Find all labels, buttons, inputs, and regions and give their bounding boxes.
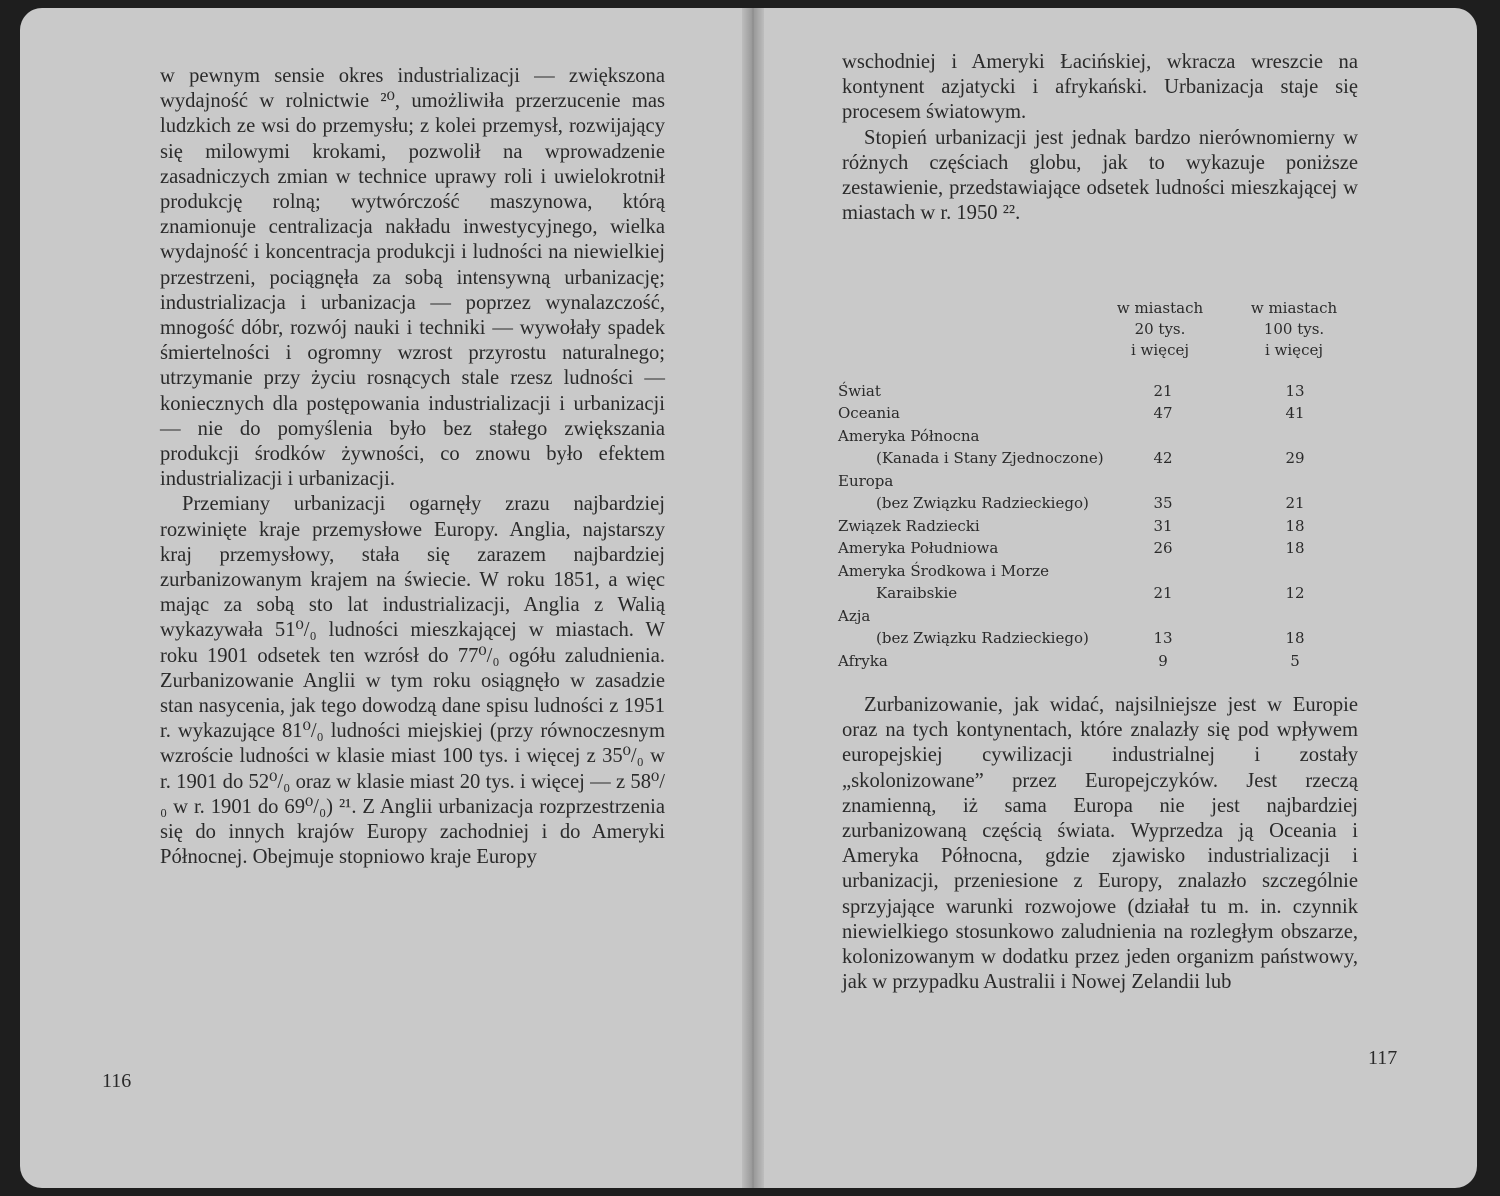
table-cell-value: 29 <box>1285 449 1305 467</box>
table-cell-value: 26 <box>1153 539 1173 557</box>
table-row <box>838 470 1358 492</box>
table-cell-value: 31 <box>1153 517 1173 535</box>
table-cell-value: 35 <box>1153 494 1173 512</box>
paragraph: wschodniej i Ameryki Łacińskiej, wkracza wreszcie na kontynent azjatycki i afrykański. Urbanizacja staje się procesem światowym. <box>842 51 1358 124</box>
table-cell-value: 18 <box>1285 629 1305 647</box>
table-row-label: Związek Radziecki <box>838 517 980 535</box>
table-row-label: Azja <box>838 607 871 625</box>
table-row <box>838 560 1358 582</box>
table-cell-value: 18 <box>1285 517 1305 535</box>
table-row <box>838 605 1358 627</box>
table-row <box>838 425 1358 447</box>
paragraph: w pewnym sensie okres industrializacji — zwiększona wydajność w rolnictwie ²⁰, umożliwiła przerzucenie mas ludzkich ze wsi do przemysłu; z kolei przemysł, rozwijający się milowymi krokami, pozwolił na wprowadzenie zasadniczych zmian w technice uprawy roli i uwielokrotnił produkcję rolną; wytwórczość maszynowa, którą znamionuje centralizacja nakładu inwestycyjnego, wielka wydajność i koncentracja produkcji i ludności na niewielkiej przestrzeni, pociągnęła za sobą intensywną urbanizację; industrializacja i urbanizacja — poprzez wynalazczość, mnogość dóbr, rozwój nauki i techniki — wywołały spadek śmiertelności i ogromny wzrost przyrostu naturalnego; utrzymanie przy życiu rosnących stale rzesz ludności — koniecznych dla postępowania industrializacji i urbanizacji — nie do pomyślenia było bez stałego zwiększania produkcji środków żywności, co znowu było efektem industrializacji i urbanizacji. <box>160 65 665 491</box>
table-row-label: Oceania <box>838 404 900 422</box>
table-row <box>838 402 1358 424</box>
table-row <box>838 582 1358 604</box>
table-row-label: Ameryka Środkowa i Morze <box>838 562 1050 580</box>
table-cell-value: 13 <box>1153 629 1173 647</box>
page-number: 117 <box>1368 1047 1398 1069</box>
table-row-label: (Kanada i Stany Zjednoczone) <box>876 449 1104 467</box>
left-page-text <box>160 64 665 871</box>
table-cell-value: 21 <box>1153 382 1173 400</box>
table-row <box>838 515 1358 537</box>
right-page-text-top <box>842 50 1358 226</box>
table-column-header: w miastach 100 tys. i więcej <box>1250 299 1338 359</box>
right-page <box>764 8 1477 1188</box>
table-row-label: Europa <box>838 472 894 490</box>
table-cell-value: 21 <box>1153 584 1173 602</box>
table-cell-value: 12 <box>1285 584 1305 602</box>
book-gutter <box>742 8 764 1188</box>
paragraph: Stopień urbanizacji jest jednak bardzo nierównomierny w różnych częściach globu, jak to wykazuje poniższe zestawienie, przedstawiające odsetek ludności mieszkającej w miastach w r. 1950 ²². <box>842 126 1358 225</box>
table-cell-value: 42 <box>1153 449 1173 467</box>
table-row <box>838 627 1358 649</box>
table-cell-value: 9 <box>1158 652 1168 670</box>
left-page <box>20 8 742 1188</box>
table-row-label: (bez Związku Radzieckiego) <box>876 629 1089 647</box>
table-cell-value: 41 <box>1285 404 1305 422</box>
table-row-label: Afryka <box>838 652 888 670</box>
table-row <box>838 650 1358 672</box>
table-row-label: Ameryka Południowa <box>838 539 999 557</box>
table-row <box>838 380 1358 402</box>
table-column-header: w miastach 20 tys. i więcej <box>1116 299 1204 359</box>
table-row-label: Karaibskie <box>876 584 958 602</box>
book-spread <box>20 8 1477 1188</box>
table-cell-value: 18 <box>1285 539 1305 557</box>
table-cell-value: 21 <box>1285 494 1305 512</box>
paragraph: Zurbanizowanie, jak widać, najsilniejsze jest w Europie oraz na tych kontynentach, które znalazły się pod wpływem europejskiej cywilizacji industrialnej i zostały „skolonizowane” przez Europejczyków. Jest rzeczą znamienną, iż sama Europa nie jest najbardziej zurbanizowaną częścią świata. Wyprzedza ją Oceania i Ameryka Północna, gdzie zjawisko industrializacji i urbanizacji, przeniesione z Europy, znalazło szczególnie sprzyjające warunki rozwojowe (działał tu m. in. czynnik niewielkiego stosunkowo zaludnienia na rozległym obszarze, kolonizowanym w dodatku przez jeden organizm państwowy, jak w przypadku Australii i Nowej Zelandii lub <box>842 694 1358 994</box>
paragraph: Przemiany urbanizacji ogarnęły zrazu najbardziej rozwinięte kraje przemysłowe Europy. Anglia, najstarszy kraj przemysłowy, stała się zarazem najbardziej zurbanizowanym krajem na świecie. W roku 1851, a więc mając za sobą sto lat industrializacji, Anglia z Walią wykazywała 51⁰/₀ ludności mieszkającej w miastach. W roku 1901 odsetek ten wzrósł do 77⁰/₀ ogółu zaludnienia. Zurbanizowanie Anglii w tym roku osiągnęło w zasadzie stan nasycenia, jak tego dowodzą dane spisu ludności z 1951 r. wykazujące 81⁰/₀ ludności miejskiej (przy równoczesnym wzroście ludności w klasie miast 100 tys. i więcej z 35⁰/₀ w r. 1901 do 52⁰/₀ oraz w klasie miast 20 tys. i więcej — z 58⁰/₀ w r. 1901 do 69⁰/₀) ²¹. Z Anglii urbanizacja rozprzestrzenia się do innych krajów Europy zachodniej i do Ameryki Północnej. Obejmuje stopniowo kraje Europy <box>160 493 665 869</box>
table-cell-value: 13 <box>1285 382 1305 400</box>
right-page-text-bottom <box>842 693 1358 995</box>
table-cell-value: 5 <box>1290 652 1300 670</box>
table-row <box>838 537 1358 559</box>
table-row-label: Ameryka Północna <box>838 427 980 445</box>
table-row-label: Świat <box>838 382 881 400</box>
page-number: 116 <box>102 1070 132 1092</box>
table-row <box>838 447 1358 469</box>
table-row <box>838 492 1358 514</box>
table-row-label: (bez Związku Radzieckiego) <box>876 494 1089 512</box>
table-cell-value: 47 <box>1153 404 1173 422</box>
